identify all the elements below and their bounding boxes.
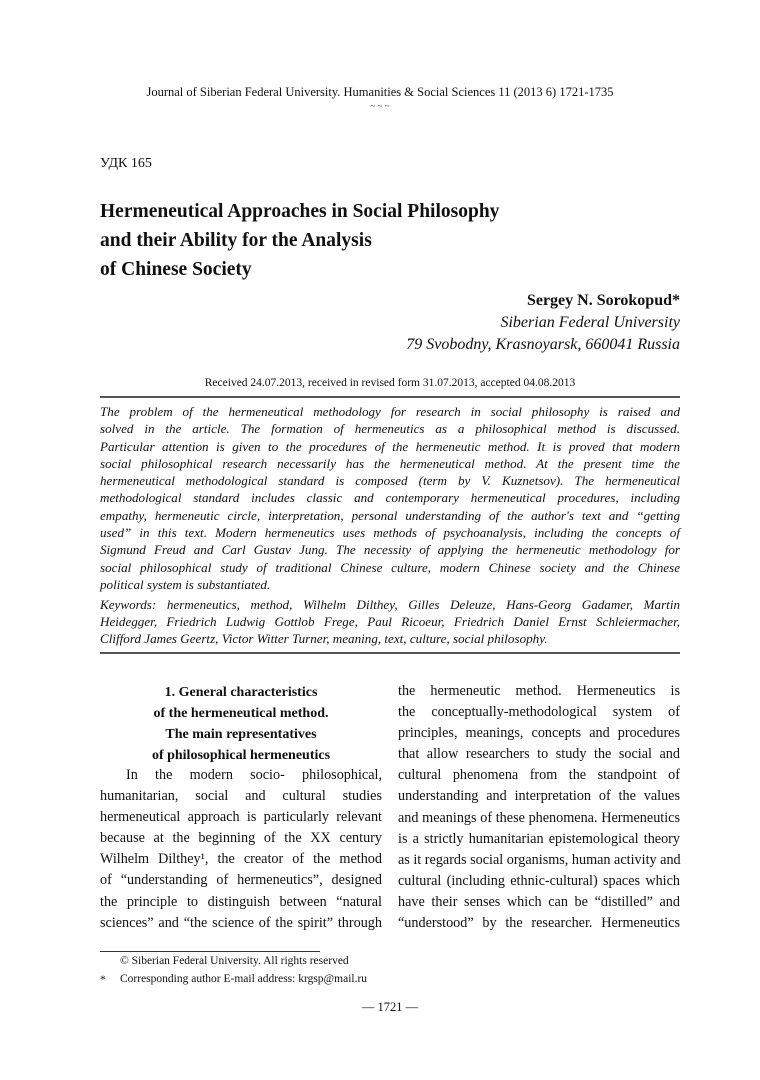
title-line: Hermeneutical Approaches in Social Philosophy: [100, 201, 500, 222]
abstract-line: Particular attention is given to the procedures of the hermeneutic method. It is proved that modern: [100, 438, 680, 454]
body-line: sciences” and “the science of the spirit” through: [100, 914, 382, 931]
keywords-line: Clifford James Geertz, Victor Witter Turner, meaning, text, culture, social philosophy.: [100, 631, 548, 646]
abstract-line: hermeneutical methodological standard is composed (term by V. Kuznetsov). The hermeneutical: [100, 473, 680, 489]
abstract-line: The problem of the hermeneutical methodology for research in social philosophy is raised and: [100, 404, 680, 419]
body-line: that allow researchers to study the social and: [398, 746, 680, 763]
body-line: hermeneutical approach is particularly relevant: [100, 809, 382, 826]
abstract-line: solved in the article. The formation of hermeneutics as a philosophical method is discussed.: [100, 421, 680, 437]
abstract-line: social philosophical study of traditional Chinese culture, modern Chinese society and the Chinese: [100, 559, 680, 575]
title-line: and their Ability for the Analysis: [100, 230, 372, 251]
article-title: [100, 197, 499, 284]
body-line: the principle to distinguish between “natural: [100, 893, 382, 910]
abstract-line: political system is substantiated.: [100, 576, 271, 592]
author-block: [406, 290, 680, 356]
body-line: have their senses which can be “distilled” and: [398, 893, 680, 910]
body-line: cultural (including ethnic-cultural) spaces which: [398, 872, 680, 889]
heading-line: of philosophical hermeneutics: [151, 748, 331, 763]
abstract-line: methodological standard includes classic and contemporary hermeneutical procedures, including: [100, 490, 680, 506]
keywords: [100, 596, 680, 647]
header-ornament: ~ ~ ~: [370, 101, 390, 111]
body-line: cultural phenomena from the standpoint of: [398, 767, 680, 784]
body-line: “understood” by the researcher. Hermeneutics: [398, 915, 680, 932]
body-line: In the modern socio- philosophical,: [126, 767, 382, 783]
heading-line: The main representatives: [165, 727, 317, 742]
left-column: [100, 765, 382, 934]
body-line: of “understanding of hermeneutics”, designed: [100, 872, 382, 889]
author-affiliation: Siberian Federal University: [500, 314, 680, 331]
journal-header: Journal of Siberian Federal University. Humanities & Social Sciences 11 (2013 6) 1721-1735: [146, 85, 614, 99]
body-line: understanding and interpretation of the values: [398, 788, 680, 805]
footnote-star: *: [100, 974, 106, 986]
abstract: [100, 403, 680, 593]
abstract-line: Sigmund Freud and Carl Gustav Jung. The necessity of applying the hermeneutic methodology for: [100, 542, 680, 558]
corresponding-author-footnote: Corresponding author E-mail address: krgsp@mail.ru: [120, 973, 368, 985]
keywords-line: Heidegger, Friedrich Ludwig Gottlob Frege, Paul Ricoeur, Friedrich Daniel Ernst Schleiermacher,: [100, 614, 680, 629]
section-heading: [100, 682, 382, 766]
page-number: — 1721 —: [361, 1000, 419, 1014]
received-dates: Received 24.07.2013, received in revised form 31.07.2013, accepted 04.08.2013: [204, 377, 576, 389]
body-line: is a strictly humanitarian epistemological theory: [398, 830, 680, 847]
abstract-line: used” in this text. Modern hermeneutics uses methods of psychoanalysis, including the concepts of: [100, 525, 680, 541]
body-line: as it regards social organisms, human activity and: [398, 851, 681, 868]
abstract-line: empathy, hermeneutic circle, interpretation, personal understanding of the author's text and “getting: [100, 507, 680, 523]
abstract-line: social philosophical research necessarily has the hermeneutical method. At the present time the: [100, 455, 680, 471]
title-line: of Chinese Society: [100, 259, 252, 280]
body-line: and meanings of these phenomena. Hermeneutics: [398, 809, 680, 826]
author-name: Sergey N. Sorokopud*: [526, 292, 680, 309]
body-line: Wilhelm Dilthey¹, the creator of the method: [100, 851, 382, 868]
heading-line: 1. General characteristics: [164, 685, 318, 700]
udc-code: УДК 165: [100, 156, 152, 171]
divider: [100, 652, 680, 654]
body-line: the conceptually-methodological system of: [398, 704, 680, 721]
body-line: the hermeneutic method. Hermeneutics is: [398, 683, 680, 699]
heading-line: of the hermeneutical method.: [153, 706, 329, 721]
body-line: humanitarian, social and cultural studies: [100, 788, 382, 805]
body-line: because at the beginning of the XX century: [100, 830, 382, 847]
author-address: 79 Svobodny, Krasnoyarsk, 660041 Russia: [406, 336, 680, 353]
keywords-line: Keywords: hermeneutics, method, Wilhelm Dilthey, Gilles Deleuze, Hans-Georg Gadamer, Martin: [100, 597, 680, 612]
right-column: [398, 681, 680, 934]
body-line: principles, meanings, concepts and procedures: [398, 725, 680, 742]
footnote-divider: [100, 951, 320, 952]
copyright-footnote: © Siberian Federal University. All rights reserved: [120, 955, 349, 967]
divider: [100, 396, 680, 398]
